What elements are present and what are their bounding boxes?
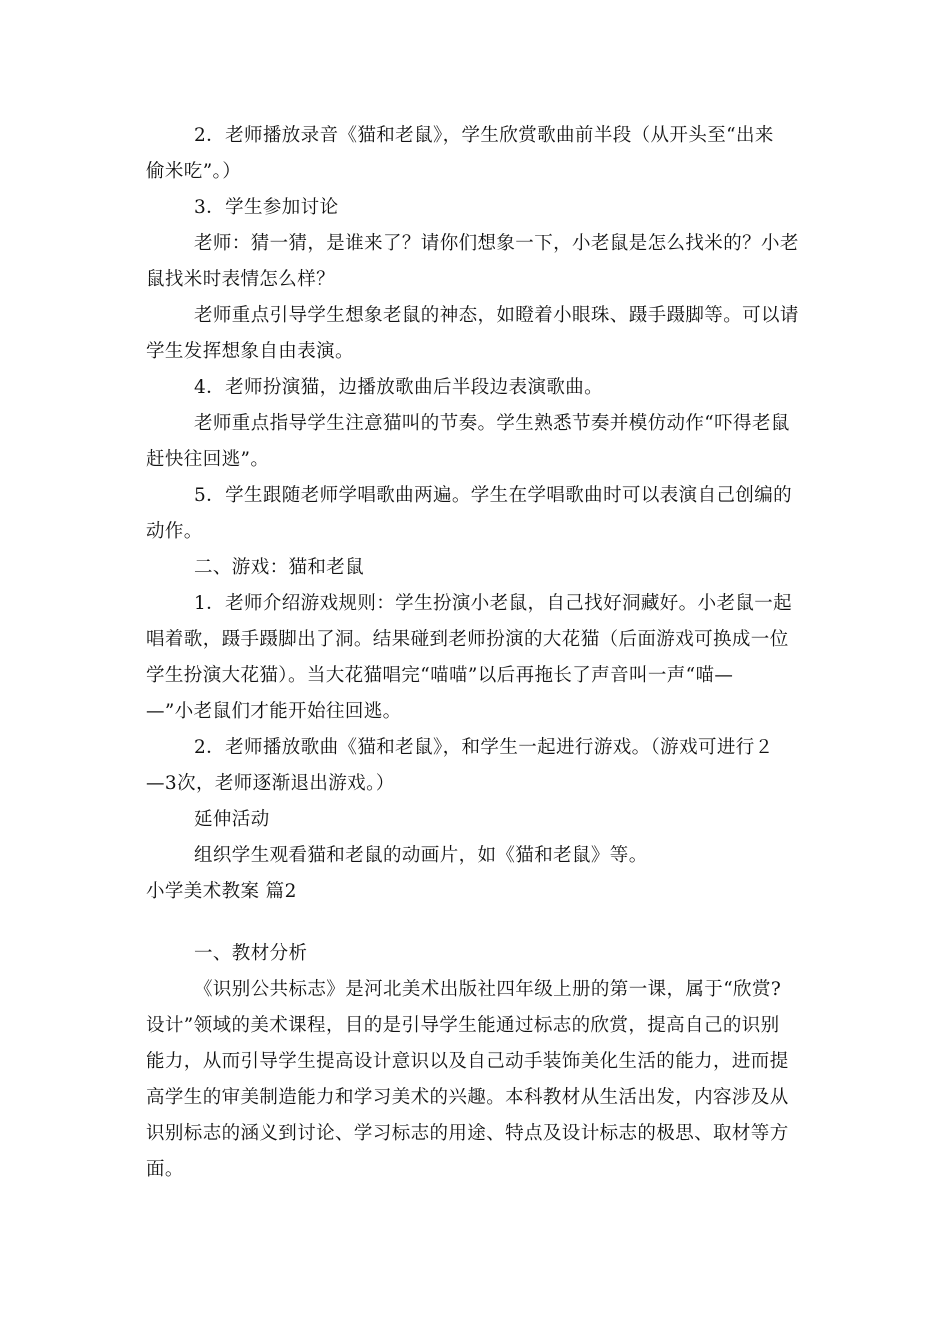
- paragraph-line: 唱着歌，蹑手蹑脚出了洞。结果碰到老师扮演的大花猫（后面游戏可换成一位: [146, 629, 789, 650]
- paragraph-line: 动作。: [146, 521, 203, 542]
- paragraph-line: 学生扮演大花猫）。当大花猫唱完“喵喵”以后再拖长了声音叫一声“喵—: [146, 665, 734, 686]
- paragraph-line: 《识别公共标志》是河北美术出版社四年级上册的第一课，属于“欣赏?: [194, 979, 782, 1000]
- paragraph-line: 高学生的审美制造能力和学习美术的兴趣。本科教材从生活出发，内容涉及从: [146, 1087, 789, 1108]
- paragraph-line: 老师重点指导学生注意猫叫的节奏。学生熟悉节奏并模仿动作“吓得老鼠: [194, 413, 790, 434]
- paragraph-line: —”小老鼠们才能开始往回逃。: [146, 701, 402, 722]
- paragraph-line: —3次，老师逐渐退出游戏。）: [146, 773, 395, 794]
- section-heading: 二、游戏：猫和老鼠: [194, 557, 365, 578]
- paragraph-line: 设计”领域的美术课程，目的是引导学生能通过标志的欣赏，提高自己的识别: [146, 1015, 780, 1036]
- paragraph-line: 能力，从而引导学生提高设计意识以及自己动手装饰美化生活的能力，进而提: [146, 1051, 789, 1072]
- paragraph-line: 学生发挥想象自由表演。: [146, 341, 354, 362]
- section-heading: 延伸活动: [194, 809, 270, 830]
- paragraph-line: 5．学生跟随老师学唱歌曲两遍。学生在学唱歌曲时可以表演自己创编的: [194, 485, 793, 506]
- paragraph-line: 老师：猜一猜，是谁来了？请你们想象一下，小老鼠是怎么找米的？小老: [194, 233, 799, 254]
- paragraph-line: 老师重点引导学生想象老鼠的神态，如瞪着小眼珠、蹑手蹑脚等。可以请: [194, 305, 799, 326]
- paragraph-line: 赶快往回逃”。: [146, 449, 270, 470]
- paragraph-line: 2．老师播放录音《猫和老鼠》，学生欣赏歌曲前半段（从开头至“出来: [194, 125, 774, 146]
- paragraph-line: 识别标志的涵义到讨论、学习标志的用途、特点及设计标志的极思、取材等方: [146, 1123, 789, 1144]
- paragraph-line: 鼠找米时表情怎么样？: [146, 269, 336, 290]
- article-title: 小学美术教案 篇2: [146, 881, 297, 902]
- paragraph-line: 3．学生参加讨论: [194, 197, 339, 218]
- paragraph-line: 2．老师播放歌曲《猫和老鼠》，和学生一起进行游戏。（游戏可进行２: [194, 737, 774, 758]
- paragraph-line: 1．老师介绍游戏规则：学生扮演小老鼠，自己找好洞藏好。小老鼠一起: [194, 593, 793, 614]
- paragraph-line: 偷米吃”。）: [146, 161, 242, 182]
- paragraph-line: 面。: [146, 1159, 184, 1180]
- paragraph-line: 4．老师扮演猫，边播放歌曲后半段边表演歌曲。: [194, 377, 604, 398]
- section-heading: 一、教材分析: [194, 943, 308, 964]
- paragraph-line: 组织学生观看猫和老鼠的动画片，如《猫和老鼠》等。: [194, 845, 648, 866]
